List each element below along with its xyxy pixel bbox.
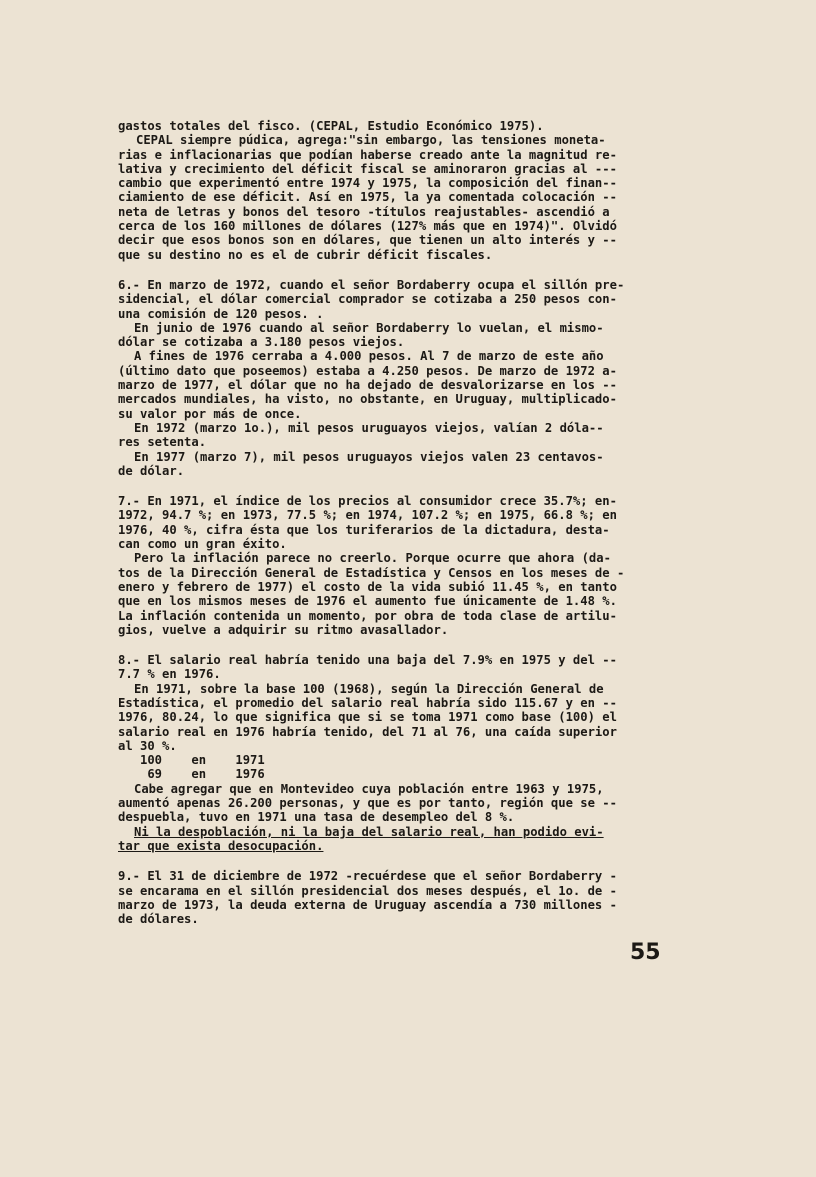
text-line: una comisión de 120 pesos. .: [118, 306, 324, 321]
text-line: En 1977 (marzo 7), mil pesos uruguayos viejos valen 23 centavos-: [134, 449, 604, 464]
text-line: marzo de 1977, el dólar que no ha dejado de desvalorizarse en los --: [118, 378, 617, 393]
text-line: salario real en 1976 habría tenido, del 71 al 76, una caída superior: [118, 724, 617, 739]
text-line: gios, vuelve a adquirir su ritmo avasallador.: [118, 622, 449, 637]
text-line: 1976, 40 %, cifra ésta que los turiferarios de la dictadura, desta-: [118, 522, 610, 537]
text-line: En junio de 1976 cuando al señor Bordaberry lo vuelan, el mismo-: [134, 320, 604, 335]
text-line: decir que esos bonos son en dólares, que tienen un alto interés y --: [118, 233, 617, 248]
text-line: dólar se cotizaba a 3.180 pesos viejos.: [118, 335, 405, 350]
text-line: (último dato que poseemos) estaba a 4.250 pesos. De marzo de 1972 a-: [118, 363, 617, 378]
text-line: En 1971, sobre la base 100 (1968), según la Dirección General de: [134, 681, 604, 696]
text-line: 9.- El 31 de diciembre de 1972 -recuérdese que el señor Bordaberry -: [118, 869, 617, 884]
text-line: Cabe agregar que en Montevideo cuya población entre 1963 y 1975,: [134, 781, 604, 796]
text-line: su valor por más de once.: [118, 406, 302, 421]
text-line: que en los mismos meses de 1976 el aumento fue únicamente de 1.48 %.: [118, 594, 617, 609]
text-line: mercados mundiales, ha visto, no obstante, en Uruguay, multiplicado-: [118, 392, 617, 407]
text-line: 100 en 1971: [140, 753, 265, 768]
underlined-line: Ni la despoblación, ni la baja del salario real, han podido evi-: [134, 824, 604, 839]
text-line: 1972, 94.7 %; en 1973, 77.5 %; en 1974, 107.2 %; en 1975, 66.8 %; en: [118, 508, 617, 523]
text-line: can como un gran éxito.: [118, 537, 287, 552]
text-line: 7.- En 1971, el índice de los precios al consumidor crece 35.7%; en-: [118, 494, 617, 509]
text-line: CEPAL siempre púdica, agrega:"sin embargo, las tensiones moneta-: [136, 133, 606, 148]
text-line: gastos totales del fisco. (CEPAL, Estudio Económico 1975).: [118, 119, 544, 133]
underlined-line: tar que exista desocupación.: [118, 838, 324, 853]
text-line: rias e inflacionarias que podían haberse creado ante la magnitud re-: [118, 147, 617, 162]
text-line: En 1972 (marzo 1o.), mil pesos uruguayos viejos, valían 2 dóla--: [134, 420, 604, 435]
text-line: A fines de 1976 cerraba a 4.000 pesos. Al 7 de marzo de este año: [134, 349, 604, 364]
text-line: 1976, 80.24, lo que significa que si se toma 1971 como base (100) el: [118, 710, 617, 725]
text-line: 69 en 1976: [140, 767, 265, 782]
text-line: res setenta.: [118, 435, 207, 450]
text-line: se encarama en el sillón presidencial dos meses después, el 1o. de -: [118, 883, 617, 898]
text-line: La inflación contenida un momento, por obra de toda clase de artilu-: [118, 608, 617, 623]
text-line: tos de la Dirección General de Estadística y Censos en los meses de -: [118, 565, 625, 580]
text-line: aumentó apenas 26.200 personas, y que es por tanto, región que se --: [118, 796, 617, 811]
body-text: [118, 119, 678, 926]
text-line: que su destino no es el de cubrir déficit fiscales.: [118, 247, 493, 262]
text-line: marzo de 1973, la deuda externa de Uruguay ascendía a 730 millones -: [118, 897, 617, 912]
text-line: enero y febrero de 1977) el costo de la vida subió 11.45 %, en tanto: [118, 579, 617, 594]
text-line: al 30 %.: [118, 738, 177, 753]
text-line: cambio que experimentó entre 1974 y 1975, la composición del finan--: [118, 176, 617, 191]
text-line: sidencial, el dólar comercial comprador se cotizaba a 250 pesos con-: [118, 292, 617, 307]
text-line: 6.- En marzo de 1972, cuando el señor Bordaberry ocupa el sillón pre-: [118, 277, 625, 292]
text-line: Pero la inflación parece no creerlo. Porque ocurre que ahora (da-: [134, 551, 611, 566]
text-line: de dólares.: [118, 912, 199, 927]
text-line: lativa y crecimiento del déficit fiscal se aminoraron gracias al ---: [118, 161, 617, 176]
text-line: de dólar.: [118, 463, 185, 478]
text-line: despuebla, tuvo en 1971 una tasa de desempleo del 8 %.: [118, 810, 515, 825]
text-line: 8.- El salario real habría tenido una baja del 7.9% en 1975 y del --: [118, 653, 617, 668]
text-line: 7.7 % en 1976.: [118, 667, 221, 682]
text-line: ciamiento de ese déficit. Así en 1975, la ya comentada colocación --: [118, 190, 617, 205]
text-line: Estadística, el promedio del salario real habría sido 115.67 y en --: [118, 695, 617, 710]
text-line: neta de letras y bonos del tesoro -títulos reajustables- ascendió a: [118, 204, 610, 219]
text-line: cerca de los 160 millones de dólares (127% más que en 1974)". Olvidó: [118, 219, 617, 234]
page-number: 55: [630, 940, 661, 965]
